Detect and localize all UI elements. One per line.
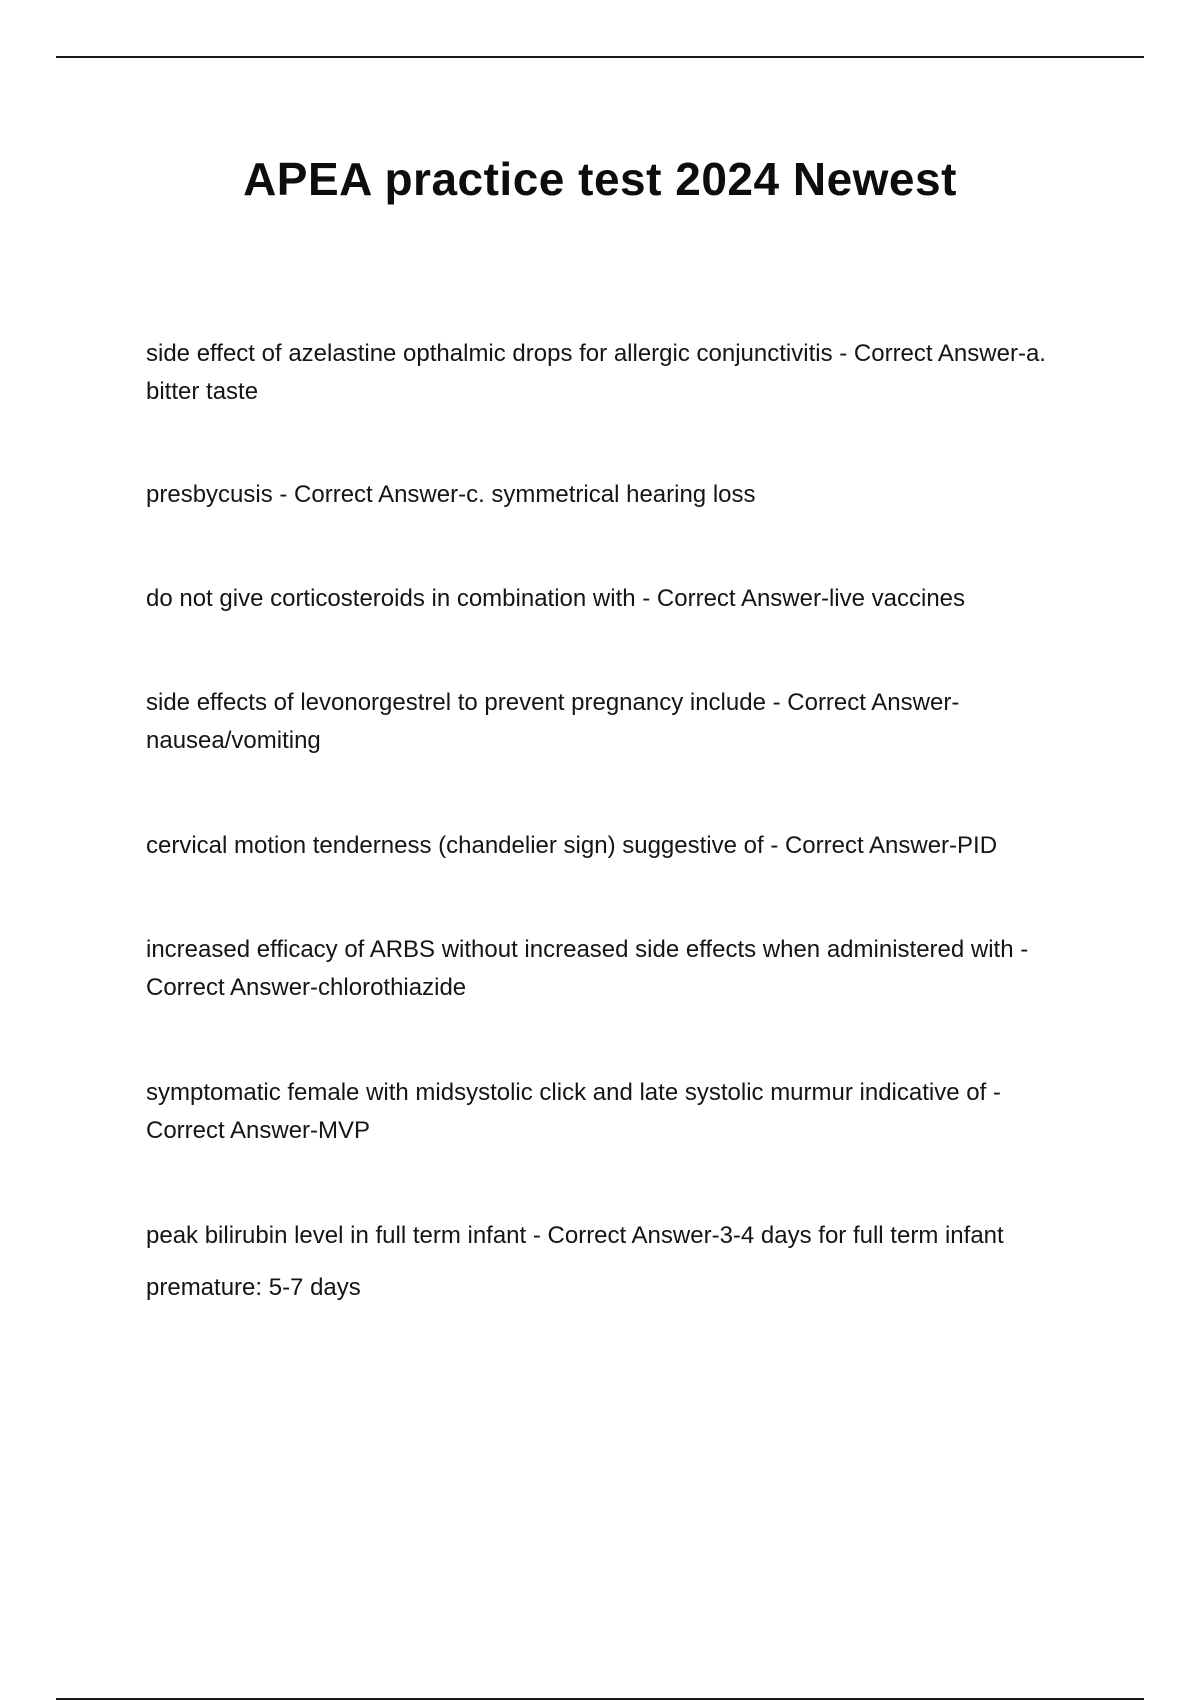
document-title: APEA practice test 2024 Newest [243,153,957,205]
qa-item-azelastine: side effect of azelastine opthalmic drops for allergic conjunctivitis - Correct Answer-a. bitter taste [146,340,1046,405]
qa-item-presbycusis: presbycusis - Correct Answer-c. symmetrical hearing loss [146,481,756,508]
qa-item-cervical-motion: cervical motion tenderness (chandelier sign) suggestive of - Correct Answer-PID [146,832,998,859]
qa-item-corticosteroids: do not give corticosteroids in combination with - Correct Answer-live vaccines [146,585,966,612]
qa-item-bilirubin: peak bilirubin level in full term infant - Correct Answer-3-4 days for full term infant [146,1222,1004,1249]
qa-note-premature: premature: 5-7 days [146,1274,361,1301]
qa-item-arbs: increased efficacy of ARBS without increased side effects when administered with - Correct Answer-chlorothiazide [146,936,1029,1001]
qa-item-levonorgestrel: side effects of levonorgestrel to prevent pregnancy include - Correct Answer-nausea/vomiting [146,689,960,754]
qa-list [146,335,1086,1331]
qa-item-mvp: symptomatic female with midsystolic click and late systolic murmur indicative of - Correct Answer-MVP [146,1079,1001,1144]
header-rule [56,56,1144,58]
